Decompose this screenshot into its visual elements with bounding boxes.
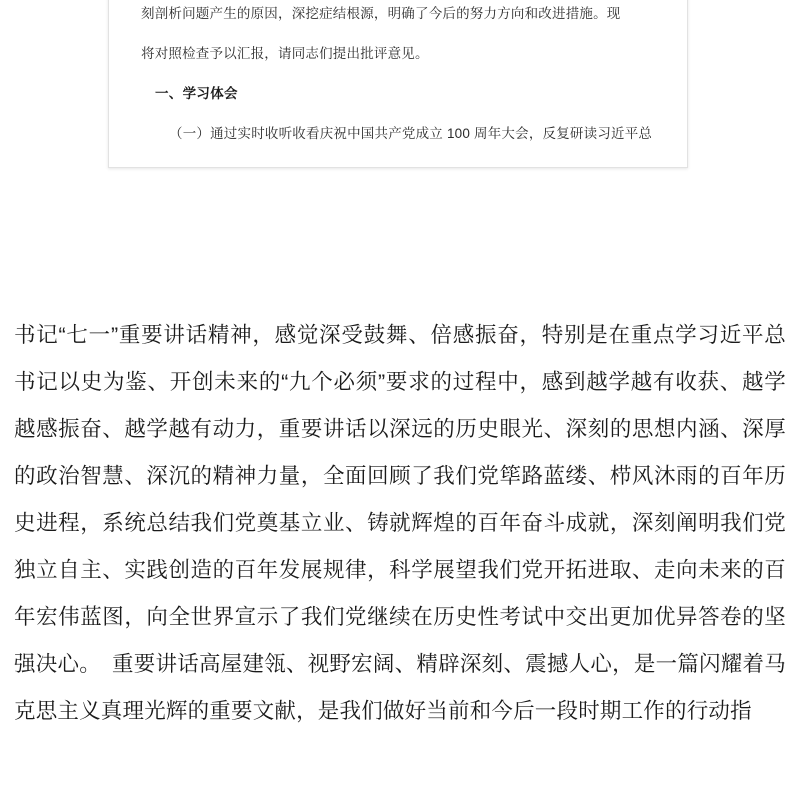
document-preview-content	[109, 0, 687, 154]
document-section-heading: 一、学习体会	[155, 86, 238, 101]
document-line: （一）通过实时收听收看庆祝中国共产党成立 100 周年大会，反复研读习近平总	[169, 126, 653, 141]
body-paragraph: 重要讲话高屋建瓴、视野宏阔、精辟深刻、震撼人心，是一篇闪耀着马克思主义真理光辉的重要文献，是我们做好当前和今后一段时期工作的行动指	[14, 652, 786, 723]
main-body-text	[14, 312, 786, 735]
document-preview-card	[108, 0, 688, 168]
document-line: 将对照检查予以汇报，请同志们提出批评意见。	[141, 46, 429, 61]
body-paragraph: 书记“七一”重要讲话精神，感觉深受鼓舞、倍感振奋，特别是在重点学习近平总书记以史为鉴、开创未来的“九个必须”要求的过程中，感到越学越有收获、越学越感振奋、越学越有动力，重要讲话以深远的历史眼光、深刻的思想内涵、深厚的政治智慧、深沉的精神力量，全面回顾了我们党筚路蓝缕、栉风沐雨的百年历史进程，系统总结我们党奠基立业、铸就辉煌的百年奋斗成就，深刻阐明我们党独立自主、实践创造的百年发展规律，科学展望我们党开拓进取、走向未来的百年宏伟蓝图，向全世界宣示了我们党继续在历史性考试中交出更加优异答卷的坚强决心。	[14, 323, 786, 676]
document-line: 刻剖析问题产生的原因，深挖症结根源，明确了今后的努力方向和改进措施。现	[141, 6, 621, 21]
